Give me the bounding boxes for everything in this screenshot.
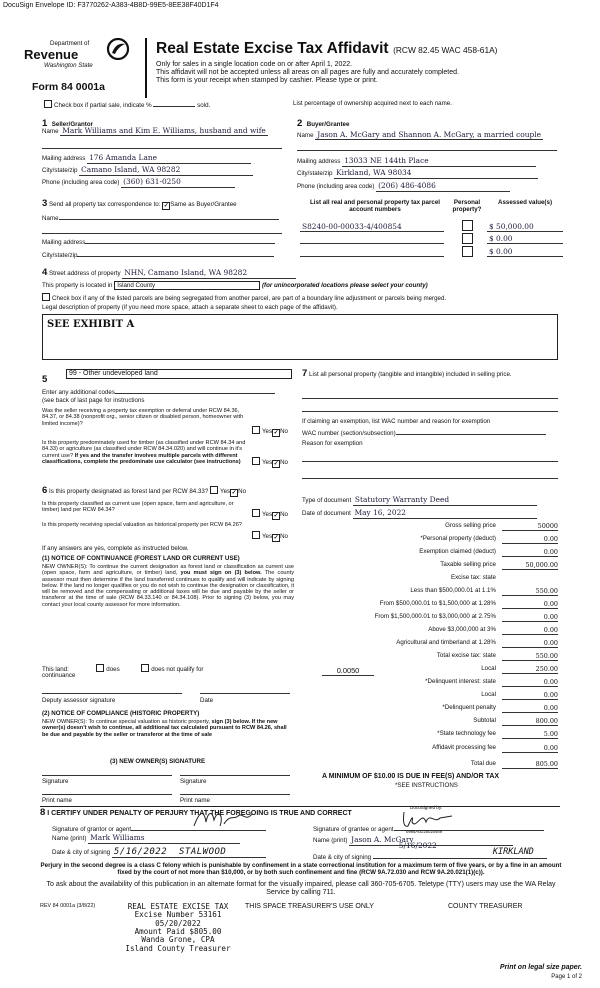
parcel-header-personal: Personal property? [452, 199, 482, 214]
partial-sale-label: Check box if partial sale, indicate % [54, 102, 152, 109]
parcel-value-1[interactable]: $ 50,000.00 [487, 222, 563, 232]
reason-line-2[interactable] [302, 478, 558, 479]
notice-1-text-rest: The county assessor must then determine if the land transferred continues to qualify and will indicate by signing below. If the land no longer qualifies or you do not wish to continue the designation or classification, it will be removed and the compensating or additional taxes will be due and payable by the seller or transferor at the time of sale (RCW 84.33.140 or 84.34.108). Prior to signing (3) below, you may contact your local county assessor for more information. [42, 570, 295, 608]
personal-property-line-2[interactable] [302, 411, 558, 412]
new-owner-print-line-1[interactable] [42, 794, 172, 795]
parcel-value-3[interactable]: $ 0.00 [487, 247, 563, 257]
doc-date-label: Date of document [302, 510, 351, 517]
certify-statement: I CERTIFY UNDER PENALTY OF PERJURY THAT THE FOREGOING IS TRUE AND CORRECT [47, 810, 352, 817]
additional-codes-label: Enter any additional codes [42, 389, 115, 396]
historic-no-checkbox[interactable]: ✓ [273, 535, 279, 541]
seller-phone-field[interactable]: (360) 631-0250 [121, 178, 235, 188]
exemption-answer: Yes✓No [252, 426, 288, 437]
tax-label-personal: *Personal property (deduct) [420, 535, 496, 542]
tax-label-penalty: *Delinquent penalty [442, 704, 496, 711]
street-label: Street address of property [49, 270, 121, 277]
tax-value-interest-local[interactable]: 0.00 [502, 691, 558, 700]
new-owner-sig-line-2[interactable] [180, 775, 290, 776]
grantor-date-city-label: Date & city of signing [52, 849, 111, 856]
tax-value-agricultural[interactable]: 0.00 [502, 639, 558, 648]
land-does-not-label: does not qualify for [151, 666, 204, 673]
grantee-name-label: Name (print) [313, 837, 348, 844]
tax-label-local: Local [481, 665, 496, 672]
header-line-2: This affidavit will not be accepted unless all areas on all pages are fully and accurately completed. [156, 69, 459, 77]
grantor-name-label: Name (print) [52, 835, 87, 842]
grantor-name-field[interactable]: Mark Williams [88, 834, 240, 844]
stamp-line-4: Amount Paid $805.00 [134, 927, 222, 937]
section-3-number: 3 [42, 198, 48, 209]
tax-computation [298, 522, 558, 842]
tax-label-excise-state: Excise tax: state [450, 574, 496, 581]
tax-value-subtotal[interactable]: 800.00 [502, 717, 558, 726]
new-owner-sig-line-1[interactable] [42, 775, 172, 776]
seller-mail-label: Mailing address [42, 155, 86, 162]
tax-value-total-due[interactable]: 805.00 [502, 760, 558, 769]
open-space-answer: Yes✓No [252, 509, 288, 520]
deputy-date-label: Date [200, 697, 214, 704]
revenue-logo-icon [106, 38, 130, 60]
grantor-signature-icon [190, 806, 260, 832]
partial-sale-sold-label: sold. [197, 102, 211, 109]
doc-date-field[interactable]: May 16, 2022 [353, 509, 537, 519]
legal-description-text: SEE EXHIBIT A [47, 319, 135, 330]
forest-question: Is this property designated as forest land per RCW 84.33? [49, 488, 209, 495]
minimum-due-note: A MINIMUM OF $10.00 IS DUE IN FEE(S) AND/OR TAX [322, 773, 500, 780]
tax-label-technology-fee: *State technology fee [437, 730, 496, 737]
local-rate-field[interactable]: 0.0050 [322, 666, 374, 676]
stamp-line-2: Excise Number 53161 [134, 910, 222, 920]
land-does-checkbox[interactable] [96, 664, 104, 672]
personal-property-label: List all personal property (tangible and intangible) included in selling price. [309, 371, 512, 378]
buyer-mail-field[interactable]: 13033 NE 144th Place [342, 157, 536, 167]
envelope-id: DocuSign Envelope ID: F3770262-A383-4B8D-99E5-8EE38F40D1F4 [3, 2, 219, 9]
header-divider [145, 38, 147, 98]
accessibility-notice: To ask about the availability of this publication in an alternate format for the visually impaired, please call 360-705-6705. Teletype (TTY) users may use the WA Relay Service by calling 711. [46, 881, 556, 897]
see-instructions-note: *SEE INSTRUCTIONS [395, 782, 458, 789]
section-6-number: 6 [42, 485, 48, 496]
legal-description-box[interactable] [42, 314, 558, 360]
grantee-signature-label: Signature of grantee or agent [313, 826, 394, 833]
tax-value-local[interactable]: 250.00 [502, 665, 558, 674]
buyer-city-field[interactable]: Kirkland, WA 98034 [334, 169, 538, 179]
tax-label-interest-local: Local [481, 691, 496, 698]
street-field[interactable]: NHN, Camano Island, WA 98282 [122, 269, 296, 279]
tax-value-gross[interactable]: 50000 [502, 522, 558, 531]
parcel-personal-checkbox-2[interactable] [462, 233, 473, 244]
parcel-number-3[interactable] [300, 247, 444, 257]
section-1-number: 1 [42, 118, 48, 129]
reason-line-1[interactable] [302, 461, 558, 462]
section-8-number: 8 [40, 807, 46, 818]
docusign-id: 0995A0D25020469 [406, 829, 443, 834]
same-as-buyer-checkbox[interactable]: ✓ [163, 203, 169, 209]
same-as-buyer-label: Same as Buyer/Grantee [170, 201, 237, 208]
parcel-personal-checkbox-1[interactable] [462, 220, 473, 231]
buyer-mail-label: Mailing address [297, 158, 341, 165]
tax-label-exemption: Exemption claimed (deduct) [419, 548, 496, 555]
doc-type-label: Type of document [302, 497, 352, 504]
perjury-notice: Perjury in the second degree is a class C felony which is punishable by confinement in a state correctional institution for a maximum term of five years, or by a fine in an amount fixed by the court of not more than $10,000, or by both such confinement and fine (RCW 9A.72.030 and RCW 9A.20.021(1)(c)). [40, 862, 562, 877]
seller-city-label: City/state/zip [42, 167, 78, 174]
county-select[interactable]: Island County [114, 281, 260, 290]
seller-title: Seller/Grantor [51, 121, 94, 128]
corr-name-label: Name [42, 215, 59, 222]
section-4-number: 4 [42, 267, 48, 278]
parcel-value-2[interactable]: $ 0.00 [487, 234, 563, 244]
land-does-label: does [106, 666, 120, 673]
new-owner-print-label-1: Print name [42, 797, 72, 804]
tax-label-gross: Gross selling price [445, 522, 496, 529]
tax-value-tier-2[interactable]: 0.00 [502, 600, 558, 609]
located-label: This property is located in [42, 282, 113, 289]
legal-size-note: Print on legal size paper. [499, 964, 582, 971]
notice-1-text: NEW OWNER(S): To continue the current designation as forest land or classification as current use (open space, farm and agriculture, or timber) land, [42, 564, 294, 577]
timber-question-bold: If yes and the transfer involves multiple parcels with different classifications, complete the predominate use calculator (see instructions) [42, 452, 241, 465]
corr-mail-field[interactable] [85, 243, 275, 244]
treasurer-stamp [118, 903, 238, 953]
notice-1-title: (1) NOTICE OF CONTINUANCE (FOREST LAND OR CURRENT USE) [42, 555, 240, 562]
this-land-label: This land: [42, 666, 69, 673]
seller-name-label: Name [42, 128, 59, 135]
grantor-city-field[interactable]: STALWOOD [178, 847, 227, 857]
deputy-signature-line[interactable] [42, 693, 182, 694]
open-space-question: Is this property classified as current use (open space, farm and agriculture, or timber) land per RCW 84.34? [42, 501, 234, 514]
county-treasurer-label: COUNTY TREASURER [448, 903, 523, 910]
stamp-line-1: REAL ESTATE EXCISE TAX [127, 902, 229, 911]
form-title: Real Estate Excise Tax Affidavit [156, 40, 389, 57]
tax-value-taxable[interactable]: 50,000.00 [502, 561, 558, 570]
located-note: (for unincorporated locations please select your county) [261, 282, 428, 289]
parcel-header-assessed: Assessed value(s) [498, 199, 552, 206]
page-number: Page 1 of 2 [551, 974, 582, 980]
land-use-code-select[interactable]: 99 - Other undeveloped land [66, 369, 292, 379]
seller-name-field[interactable]: Mark Williams and Kim E. Williams, husband and wife [62, 126, 266, 135]
timber-yes-checkbox[interactable] [252, 457, 260, 465]
corr-mail-label: Mailing address [42, 239, 86, 246]
stamp-line-6: Island County Treasurer [125, 943, 231, 953]
wac-label: WAC number (section/subsection) [302, 430, 396, 437]
historic-question: Is this property receiving special valuation as historical property per RCW 84.26? [42, 522, 242, 528]
grantee-city-field[interactable]: KIRKLAND [492, 847, 534, 857]
historic-yes-checkbox[interactable] [252, 531, 260, 539]
exemption-question: Was the seller receiving a property tax exemption or deferral under RCW 84.36, 84.37, or 84.38 (nonprofit org., senior citizen or disabled person, homeowner with limited income)? [42, 408, 244, 427]
dor-logo: Department of Revenue Washington State [22, 40, 132, 69]
if-yes-note: If any answers are yes, complete as instructed below. [42, 545, 189, 552]
tax-label-total-state: Total excise tax: state [436, 652, 496, 659]
forest-no-checkbox[interactable]: ✓ [231, 490, 237, 496]
continuance-label: continuance [42, 672, 76, 679]
form-number: Form 84 0001a [32, 81, 105, 93]
deputy-signature-label: Deputy assessor signature [42, 697, 116, 704]
corr-city-field[interactable] [77, 256, 274, 257]
grantee-date-city-label: Date & city of signing [313, 854, 372, 861]
land-does-not-checkbox[interactable] [141, 664, 149, 672]
header-line-1: Only for sales in a single location code on or after April 1, 2022. [156, 61, 353, 68]
section-8-divider [40, 806, 560, 807]
historic-answer: Yes✓No [252, 531, 288, 542]
section-2-number: 2 [297, 118, 303, 129]
wac-field[interactable] [396, 434, 546, 435]
notice-2-bold: sign (3) below. If the new owner(s) doesn't wish to continue, all additional tax calculated pursuant to RCW 84.26, shall be due and payable by the seller or transferor at the time of sale [42, 719, 287, 738]
notice-2-text: NEW OWNER(S): To continue special valuation as historic property, [42, 719, 210, 725]
notice-1-bold: you must sign on (3) below. [180, 570, 262, 577]
grantee-name-field[interactable]: Jason A. McGary [349, 836, 513, 846]
buyer-phone-field[interactable]: (206) 486-4086 [376, 182, 510, 192]
new-owner-print-label-2: Print name [180, 797, 210, 804]
tax-label-processing-fee: Affidavit processing fee [432, 744, 496, 751]
grantee-date-field[interactable]: 5/16/2022 [398, 841, 437, 850]
parcel-number-2[interactable] [300, 234, 444, 244]
docusigned-label: DocuSigned by: [410, 805, 443, 810]
tax-label-subtotal: Subtotal [473, 717, 496, 724]
tax-value-personal[interactable]: 0.00 [502, 535, 558, 544]
header-line-3: This form is your receipt when stamped by cashier. Please type or print. [156, 77, 378, 85]
seller-phone-label: Phone (including area code) [42, 179, 120, 186]
form-rcw: (RCW 82.45 WAC 458-61A) [393, 45, 498, 55]
correspondence-label: Send all property tax correspondence to: [49, 201, 161, 208]
additional-codes-note: (see back of last page for instructions [42, 397, 145, 404]
partial-sale-percent-field[interactable] [153, 106, 195, 107]
corr-city-label: City/state/zip [42, 252, 78, 259]
buyer-title: Buyer/Grantee [306, 121, 350, 128]
doc-type-field[interactable]: Statutory Warranty Deed [353, 496, 537, 506]
partial-sale-checkbox[interactable] [44, 100, 52, 108]
grantor-date-field[interactable]: 5/16/2022 [113, 847, 168, 857]
open-space-yes-checkbox[interactable] [252, 509, 260, 517]
tax-label-taxable: Taxable selling price [440, 561, 496, 568]
new-owner-sig-title: (3) NEW OWNER(S) SIGNATURE [110, 758, 206, 765]
open-space-no-checkbox[interactable]: ✓ [273, 513, 279, 519]
tax-value-processing-fee[interactable]: 0.00 [502, 744, 558, 753]
parcel-header-list: List all real and personal property tax parcel account numbers [310, 199, 440, 214]
tax-value-tier-1[interactable]: 550.00 [502, 587, 558, 596]
tax-label-agricultural: Agricultural and timberland at 1.28% [396, 639, 496, 646]
tax-value-tier-4[interactable]: 0.00 [502, 626, 558, 635]
deputy-date-line[interactable] [200, 693, 290, 694]
rev-number: REV 84 0001a (3/8/22) [40, 903, 96, 909]
tax-label-tier-1: Less than $500,000.01 at 1.1% [410, 587, 496, 594]
tax-label-tier-2: From $500,000.01 to $1,500,000 at 1.28% [379, 600, 496, 607]
segregated-label: Check box if any of the listed parcels are being segregated from another parcel, are part of a boundary line adjustment or parcels being merged. [52, 295, 447, 302]
segregated-checkbox[interactable] [42, 293, 50, 301]
grantor-signature-label: Signature of grantor or agent [52, 826, 132, 833]
timber-question: Is this property predominately used for timber (as classified under RCW 84.34 and 84.33) or agriculture (as classified under RCW 84.34.020) and will continue in it's current use? [42, 440, 246, 459]
forest-yes-checkbox[interactable] [210, 486, 218, 494]
stamp-line-3: 05/20/2022 [155, 918, 201, 928]
tax-value-exemption[interactable]: 0.00 [502, 548, 558, 557]
ownership-note: List percentage of ownership acquired next to each name. [293, 100, 452, 107]
parcel-number-1[interactable]: S8240-00-00033-4/400854 [300, 222, 444, 232]
section-7-number: 7 [302, 368, 308, 379]
reason-label: Reason for exemption [302, 440, 363, 447]
seller-name-extra-line [42, 148, 282, 149]
stamp-line-5: Wanda Grone, CPA [141, 935, 215, 945]
tax-value-interest-state[interactable]: 0.00 [502, 678, 558, 687]
exemption-no-checkbox[interactable]: ✓ [273, 430, 279, 436]
buyer-name-label: Name [297, 132, 314, 139]
personal-property-line-1[interactable] [302, 398, 558, 399]
treasurer-space-label: THIS SPACE TREASURER'S USE ONLY [245, 903, 374, 910]
seller-city-field[interactable]: Camano Island, WA 98282 [79, 166, 253, 176]
tax-value-technology-fee[interactable]: 5.00 [502, 730, 558, 739]
notice-2-title: (2) NOTICE OF COMPLIANCE (HISTORIC PROPERTY) [42, 710, 200, 717]
new-owner-print-line-2[interactable] [180, 794, 290, 795]
buyer-name-extra-line [297, 150, 557, 151]
additional-codes-field[interactable] [115, 393, 275, 394]
new-owner-sig-label-1: Signature [42, 778, 69, 785]
tax-label-total-due: Total due [470, 760, 496, 767]
seller-mail-field[interactable]: 176 Amanda Lane [87, 154, 251, 164]
timber-no-checkbox[interactable]: ✓ [273, 461, 279, 467]
parcel-personal-checkbox-3[interactable] [462, 246, 473, 257]
tax-label-tier-4: Above $3,000,000 at 3% [428, 626, 496, 633]
exemption-claim-label: If claiming an exemption, list WAC number and reason for exemption [302, 418, 491, 425]
tax-label-interest-state: *Delinquent interest: state [425, 678, 496, 685]
buyer-name-field[interactable]: Jason A. McGary and Shannon A. McGary, a married couple [317, 130, 541, 139]
new-owner-sig-label-2: Signature [180, 778, 207, 785]
buyer-phone-label: Phone (including area code) [297, 183, 375, 190]
section-5-number: 5 [42, 374, 48, 385]
exemption-yes-checkbox[interactable] [252, 426, 260, 434]
tax-value-total-state[interactable]: 550.00 [502, 652, 558, 661]
buyer-city-label: City/state/zip [297, 170, 333, 177]
corr-name-field[interactable] [59, 219, 279, 220]
timber-answer: Yes✓No [252, 457, 288, 468]
corr-extra-line [42, 233, 282, 234]
legal-desc-label: Legal description of property (if you need more space, attach a separate sheet to each page of the affidavit). [42, 304, 338, 311]
tax-value-penalty[interactable]: 0.00 [502, 704, 558, 713]
tax-value-tier-3[interactable]: 0.00 [502, 613, 558, 622]
tax-label-tier-3: From $1,500,000.01 to $3,000,000 at 2.75% [374, 613, 496, 620]
